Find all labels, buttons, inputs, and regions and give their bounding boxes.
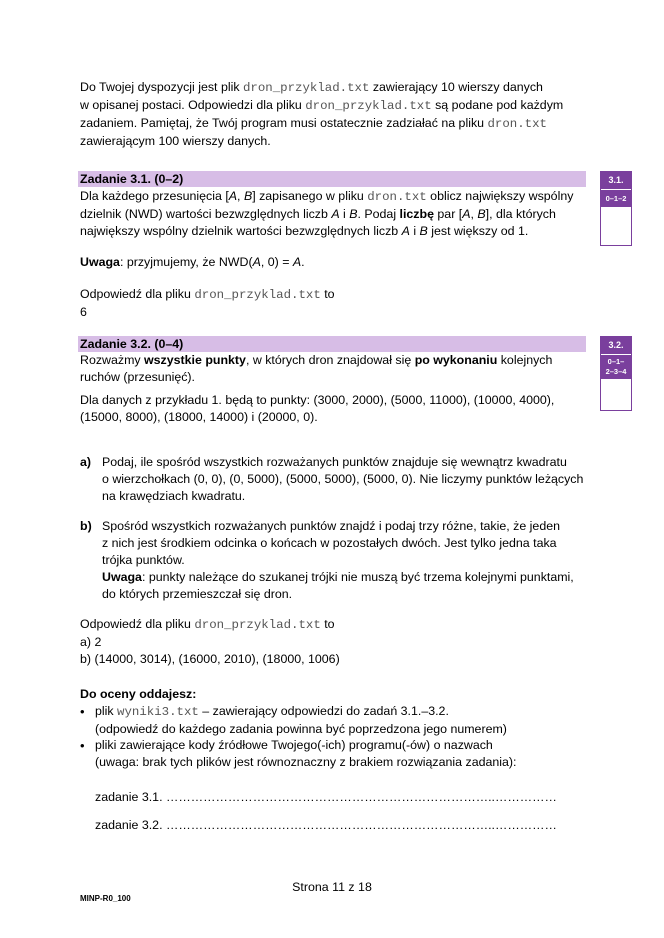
task32-b-label: b) [80, 519, 92, 533]
task31-answer-value: 6 [80, 305, 87, 319]
file-name-field-31[interactable]: zadanie 3.1. ……………………………………………………………………..…………… [95, 790, 557, 804]
page-number: Strona 11 z 18 [292, 880, 372, 894]
task31-content: Dla każdego przesunięcia [A, B] zapisanego w pliku dron.txt oblicz największy wspólny dzielnik (NWD) wartości bezwzględnych liczb A i B. Podaj liczbę par [A, B], dla których największy wspólny dzielnik wartości bezwzględnych liczb A i B jest większy od 1. [80, 189, 574, 238]
task31-title: Zadanie 3.1. (0–2) [80, 172, 184, 186]
task32-score-box [600, 336, 632, 411]
file-name-field-32[interactable]: zadanie 3.2. ……………………………………………………………………..…………… [95, 818, 557, 832]
task32-box-label: 3.2. [601, 337, 631, 354]
bullet-icon: • [80, 738, 85, 753]
intro-paragraph: Do Twojej dyspozycji jest plik dron_przyklad.txt zawierający 10 wierszy danych w opisanej postaci. Odpowiedzi dla pliku dron_przyklad.txt są podane pod każdym zadaniem. Pamiętaj, że Twój program musi ostatecznie zadziałać na pliku dron.txt zawierającym 100 wierszy danych. [80, 80, 564, 148]
task32-box-score-2: 2–3–4 [601, 367, 631, 379]
document-code: MINP-R0_100 [80, 894, 131, 903]
file-name: dron.txt [487, 117, 547, 131]
file-name: dron_przyklad.txt [242, 81, 370, 95]
file-name: dron.txt [367, 190, 427, 204]
task32-title: Zadanie 3.2. (0–4) [80, 337, 184, 351]
task32-a-label: a) [80, 455, 92, 469]
submit-item-2: pliki zawierające kody źródłowe Twojego(-ich) programu(-ów) o nazwach (uwaga: brak tych plików jest równoznaczny z brakiem rozwiązania zadania): [95, 738, 517, 769]
task32-answer-b: b) (14000, 3014), (16000, 2010), (18000, 1006) [80, 652, 340, 666]
task31-box-score: 0–1–2 [601, 189, 631, 207]
file-name: dron_przyklad.txt [194, 288, 321, 302]
task32-answer-a: a) 2 [80, 635, 102, 649]
task32-box-score-1: 0–1– [601, 354, 631, 367]
submit-item-1: plik wyniki3.txt – zawierający odpowiedzi do zadań 3.1.–3.2. (odpowiedź do każdego zadania powinna być poprzedzona jego numerem) [95, 704, 507, 736]
task31-answer: Odpowiedź dla pliku dron_przyklad.txt to 6 [80, 287, 335, 319]
bullet-icon: • [80, 704, 85, 719]
task32-b-text: Spośród wszystkich rozważanych punktów znajdź i podaj trzy różne, takie, że jeden z nich jest środkiem odcinka o końcach w pozostałych dwóch. Jest tylko jedna taka trójka punktów. Uwaga: punkty należące do szukanej trójki nie muszą być trzema kolejnymi punktami, do których przemieszczał się dron. [102, 519, 574, 601]
file-name: wyniki3.txt [117, 705, 199, 719]
submit-title: Do oceny oddajesz: [80, 687, 197, 701]
task31-score-box [600, 171, 632, 246]
task32-content: Rozważmy wszystkie punkty, w których dron znajdował się po wykonaniu kolejnych ruchów (przesunięć). Dla danych z przykładu 1. będą to punkty: (3000, 2000), (5000, 11000), (10000, 4000), (15000, 8000), (18000, 14000) i (20000, 0). [80, 353, 555, 424]
task31-box-label: 3.1. [601, 172, 631, 189]
task31-note: Uwaga: przyjmujemy, że NWD(A, 0) = A. [80, 255, 305, 269]
task32-a-text: Podaj, ile spośród wszystkich rozważanych punktów znajduje się wewnątrz kwadratu o wierzchołkach (0, 0), (0, 5000), (5000, 5000), (5000, 0). Nie liczymy punktów leżących na krawędziach kwadratu. [102, 455, 584, 503]
task32-answer: Odpowiedź dla pliku dron_przyklad.txt to a) 2 b) (14000, 3014), (16000, 2010), (18000, 1006) [80, 617, 340, 666]
file-name: dron_przyklad.txt [305, 99, 432, 113]
file-name: dron_przyklad.txt [194, 618, 321, 632]
